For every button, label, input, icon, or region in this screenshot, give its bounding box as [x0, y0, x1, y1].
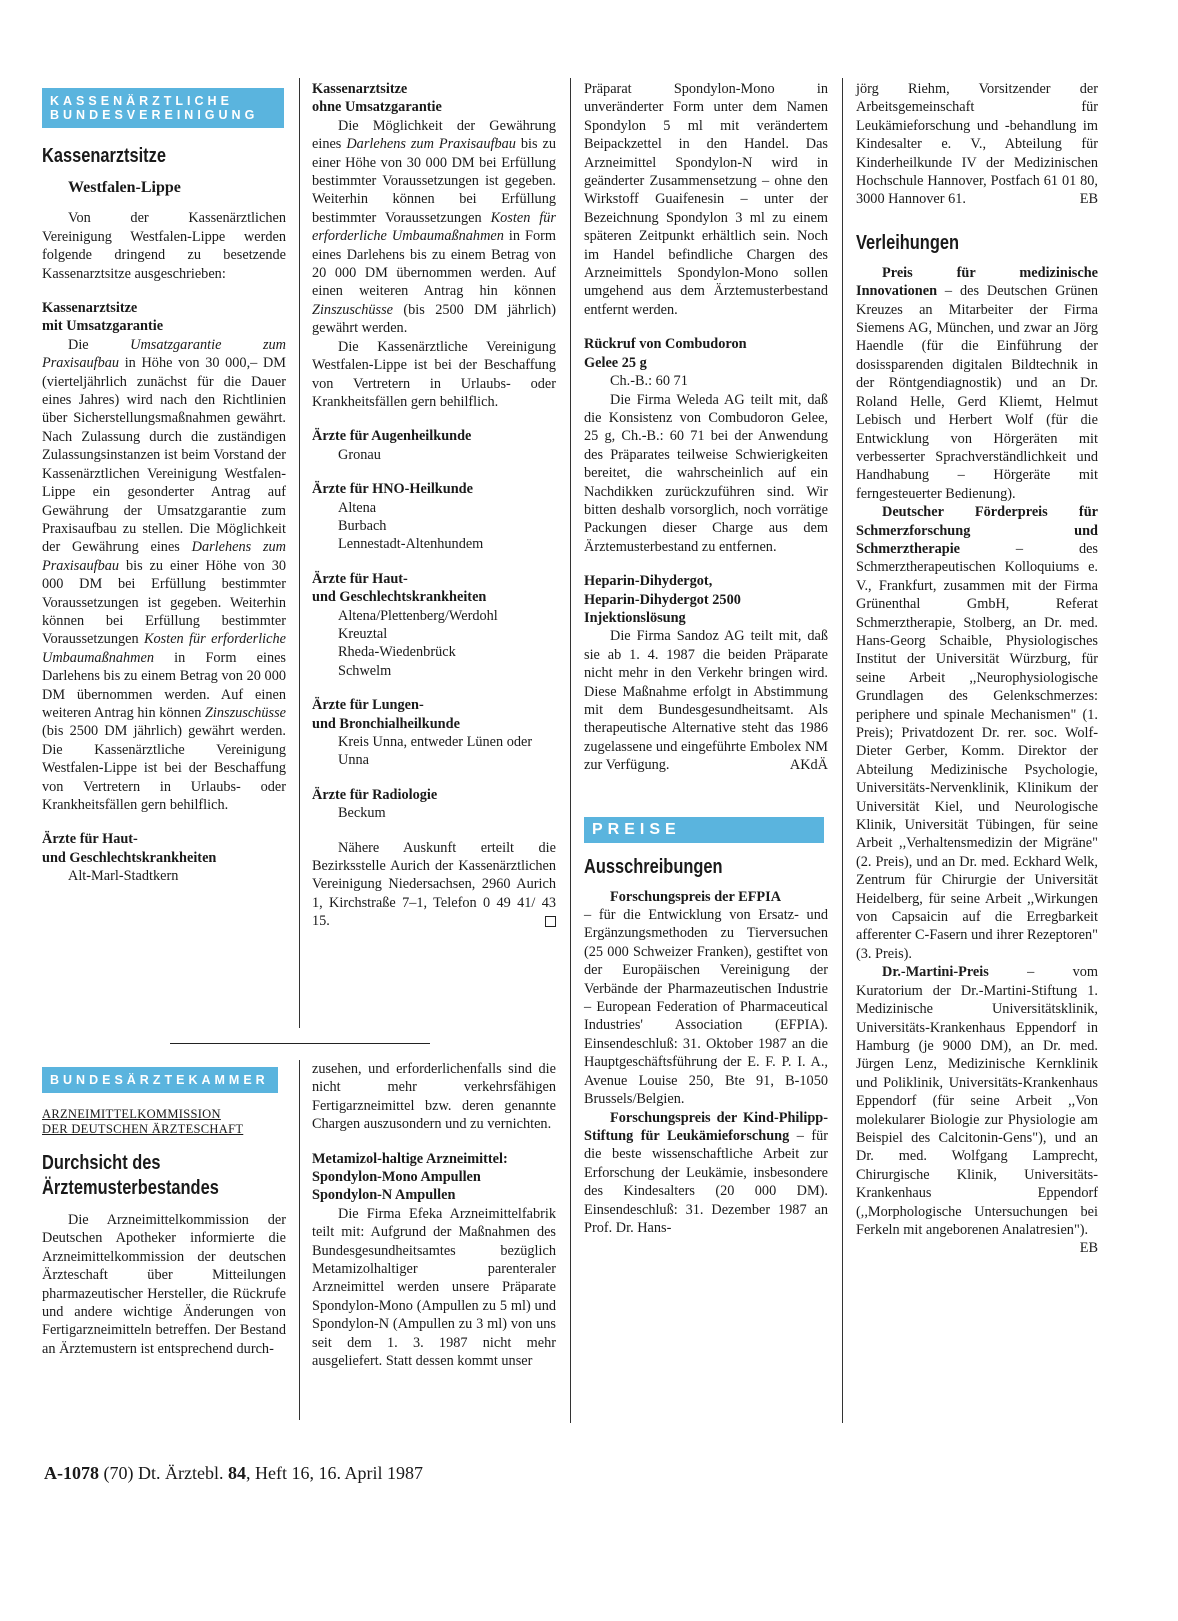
article-title: Kassenarztsitze: [42, 145, 166, 167]
efpia-paragraph: – für die Entwicklung von Ersatz- und Ergänzungsmethoden zu Tierversuchen (25 000 Schweizer Franken), gestiftet von der Europäischen Vereinigung der Verbände der Pharmazeutischen Industrie – European Federation of Pharmaceutical Industries' Association (EFPIA). Einsendeschluß: 31. Oktober 1987 an die Hauptgeschäftsführung der E. F. P. I. A., Avenue Louise 250, Bte 91, B-1050 Brussels/Belgien.: [584, 907, 828, 1108]
location: Burbach: [338, 517, 387, 534]
combudoron-paragraph: Die Firma Weleda AG teilt mit, daß die Konsistenz von Combudoron Gelee, 25 g, Ch.-B.: 60 71 bei der Anwendung des Präparates teilweise Schwierigkeiten bereitet, die wahrscheinlich auf ein Nachdikken zurückzuführen sind. Wir bitten deshalb vorsorglich, noch vorrätige Packungen dieser Charge aus dem Ärztemusterbestand zu entfernen.: [584, 391, 828, 555]
section-heading: Spondylon-Mono Ampullen: [312, 1169, 481, 1186]
column-1-upper: [42, 88, 286, 886]
banner-line: BUNDESVEREINIGUNG: [50, 108, 259, 122]
section-heading: Heparin-Dihydergot 2500: [584, 591, 741, 608]
riehm-paragraph: jörg Riehm, Vorsitzender der Arbeitsgemeinschaft für Leukämieforschung und -behandlung im Kindesalter e. V., Abteilung für Kinderheilkunde IV der Medizinischen Hochschule Hannover, Postfach 61 01 80, 3000 Hannover 61. EB: [856, 81, 1098, 208]
intro-paragraph: Von der Kassenärztlichen Vereinigung Westfalen-Lippe werden folgende dringend zu besetzende Kassenarztsitze ausgeschrieben:: [42, 210, 286, 282]
article-title: Ausschreibungen: [584, 855, 723, 878]
article-title: Durchsicht des: [42, 1152, 161, 1174]
section-heading: Injektionslösung: [584, 609, 686, 626]
location: Kreis Unna, entweder Lünen oder Unna: [338, 734, 533, 769]
location: Gronau: [338, 446, 381, 463]
section-heading: Spondylon-N Ampullen: [312, 1187, 456, 1204]
article-title: Ärztemusterbestandes: [42, 1177, 219, 1199]
section-heading: Ärzte für Radiologie: [312, 786, 438, 803]
location: Rheda-Wiedenbrück: [338, 644, 456, 661]
section-heading: Gelee 25 g: [584, 354, 647, 371]
section-heading: Rückruf von Combudoron: [584, 336, 747, 353]
martini-paragraph: Dr.-Martini-Preis – vom Kuratorium der Dr.-Martini-Stiftung 1. Medizinische Universitätsklinik, Universitäts-Krankenhaus Eppendorf in Hamburg (je 9000 DM), an Dr. med. Jürgen Lenz, Medizinische Kernklinik und Poliklinik, Universitäts-Krankenhaus Eppendorf (für seine Arbeit ,,Von molekularer Biologie zur Physiologie am Beispiel des Calcitonin-Gens"), und an Dr. med. Wolfgang Lamprecht, Chirurgische Klinik, Universitäts-Krankenhaus Eppendorf (,,Morphologische Untersuchungen bei Ferkeln mit angeborenen Analatresien"). EB: [856, 964, 1098, 1257]
kbv-banner: [42, 88, 284, 128]
section-heading: Kassenarztsitze: [312, 81, 408, 97]
continued-paragraph: zusehen, und erforderlichenfalls sind die nicht mehr verkehrsfähigen Fertigarzneimittel bzw. deren genannte Chargen auszusondern und zu vernichten.: [312, 1061, 556, 1133]
section-heading: Heparin-Dihydergot,: [584, 573, 713, 590]
baek-banner: BUNDESÄRZTEKAMMER: [42, 1067, 278, 1093]
column-1-lower: [42, 1067, 286, 1358]
section-heading: Ärzte für Haut-: [312, 570, 408, 587]
section-heading: mit Umsatzgarantie: [42, 318, 164, 335]
section-heading: Kassenarztsitze: [42, 300, 138, 317]
location: Lennestadt-Altenhundem: [338, 536, 484, 553]
signature: EB: [1079, 191, 1098, 208]
column-divider: [299, 78, 300, 1028]
signature: AKdÄ: [789, 757, 828, 774]
metamizol-paragraph: Die Firma Efeka Arzneimittelfabrik teilt mit: Aufgrund der Maßnahmen des Bundesgesundheitsamtes bezüglich Metamizolhaltiger parenteraler Arzneimittel werden unsere Präparate Spondylon-Mono (Ampullen zu 5 ml) und Spondylon-N (Ampullen zu 3 ml) von uns seit dem 1. 3. 1987 nicht mehr ausgeliefert. Statt dessen kommt unser: [312, 1205, 556, 1370]
ohne-umsatzgarantie-paragraph: Die Möglichkeit der Gewährung eines Darlehens zum Praxisaufbau bis zu einer Höhe von 30 000 DM bei Erfüllung bestimmter Voraussetzungen ist gegeben. Weiterhin können bei Erfüllung bestimmter Voraussetzungen Kosten für erforderliche Umbaumaßnahmen in Form eines Darlehens bis zu einem Betrag von 20 000 DM übernommen werden. Auf einen weiteren Antrag hin können Zinszuschüsse (bis 2500 DM jährlich) gewährt werden.: [312, 117, 557, 337]
column-4: [856, 80, 1098, 1258]
location: Kreuztal: [338, 625, 388, 642]
section-heading: Ärzte für Haut-: [42, 831, 138, 848]
kind-philipp-paragraph: Forschungspreis der Kind-Philipp-Stiftung für Leukämieforschung – für die beste wissenschaftliche Arbeit zur Erforschung der Leukämie, insbesondere des Kindesalters (20 000 DM). Einsendeschluß: 31. Dezember 1987 an Prof. Dr. Hans-: [584, 1109, 828, 1236]
section-heading: Metamizol-haltige Arzneimittel:: [312, 1150, 508, 1167]
column-3: [584, 80, 828, 1237]
section-heading: und Bronchialheilkunde: [312, 715, 460, 732]
auskunft-paragraph: Nähere Auskunft erteilt die Bezirksstelle Aurich der Kassenärztlichen Vereinigung Niedersachsen, 2960 Aurich 1, Kirchstraße 7–1, Telefon 0 49 41/ 43 15.: [312, 839, 556, 930]
durchsicht-paragraph: Die Arzneimittelkommission der Deutschen Apotheker informierte die Arzneimittelkommission der deutschen Ärzteschaft über Mitteilungen pharmazeutischer Hersteller, die Rückrufe und andere wichtige Änderungen von Fertigarzneimitteln betreffen. Der Bestand an Ärztemustern ist entsprechend durch-: [42, 1212, 286, 1357]
location: Beckum: [338, 805, 386, 822]
section-heading: ohne Umsatzgarantie: [312, 99, 442, 116]
location: Alt-Marl-Stadtkern: [68, 868, 179, 885]
schmerz-paragraph: Deutscher Förderpreis für Schmerzforschung und Schmerztherapie – des Schmerztherapeutischen Kolloquiums e. V., Frankfurt, zusammen mit der Firma Grünenthal GmbH, Referat Schmerztherapie, Stolberg, an Dr. med. Hans-Georg Schaible, Physiologisches Institut der Universität Würzburg, für seine Arbeit ,,Neurophysiologische Grundlagen des Gelenkschmerzes: periphere und spinale Mechanismen" (1. Preis); Privatdozent Dr. rer. soc. Wolf-Dieter Gerber, Komm. Direktor der Abteilung Medizinische Psychologie, Universitäts-Nervenklinik, Klinikum der Universität Kiel, und Neurologische Klinik, Universität Tübingen, für seine Arbeit ,,Verhaltensmedizin der Migräne" (2. Preis), und an Dr. med. Eckhard Welk, Zentrum für Chirurgie der Universität Heidelberg, für seine Arbeit ,,Wirkungen von Capsaicin auf die Erregbarkeit afferenter C-Fasern und ihrer Rezeptoren" (3. Preis).: [856, 504, 1098, 962]
article-subtitle: Westfalen-Lippe: [68, 179, 181, 196]
page-number: A-1078: [44, 1463, 99, 1483]
charge-number: Ch.-B.: 60 71: [610, 373, 688, 390]
section-heading: und Geschlechtskrankheiten: [42, 849, 217, 866]
heparin-paragraph: Die Firma Sandoz AG teilt mit, daß sie ab 1. 4. 1987 die beiden Präparate nicht mehr in den Verkehr bringen wird. Diese Maßnahme erfolgt in Abstimmung mit dem Bundesgesundheitsamt. Als therapeutische Alternative steht das 1986 zugelassene und eingeführte Embolex NM zur Verfügung. AKdÄ: [584, 628, 828, 774]
spondylon-paragraph: Präparat Spondylon-Mono in unveränderter Form unter dem Namen Spondylon 5 ml mit verändertem Beipackzettel in den Handel. Das Arzneimittel Spondylon-N wird in geänderter Zusammensetzung – ohne den Wirkstoff Guaifenesin – unter der Bezeichnung Spondylon 3 ml zu einem späteren Zeitpunkt erhältlich sein. Noch im Handel befindliche Chargen des Arzneimittels Spondylon-Mono sollen umgehend aus dem Ärztemusterbestand entfernt werden.: [584, 81, 828, 318]
page-footer: A-1078 (70) Dt. Ärztebl. 84, Heft 16, 16. April 1987: [44, 1463, 423, 1483]
section-heading: Ärzte für HNO-Heilkunde: [312, 481, 473, 498]
section-heading: Ärzte für Lungen-: [312, 697, 424, 714]
column-divider: [842, 78, 843, 1423]
section-heading: Ärzte für Augenheilkunde: [312, 428, 472, 445]
banner-line: KASSENÄRZTLICHE: [50, 94, 233, 108]
signature: EB: [1079, 1240, 1098, 1257]
section-heading: und Geschlechtskrankheiten: [312, 589, 487, 606]
vertreter-paragraph: Die Kassenärztliche Vereinigung Westfalen-Lippe ist bei der Beschaffung von Vertretern in Urlaubs- oder Krankheitsfällen gern behilflich.: [312, 338, 556, 410]
preise-banner: PREISE: [584, 817, 824, 843]
location: Altena/Plettenberg/Werdohl: [338, 607, 498, 624]
prize-heading: Forschungspreis der EFPIA: [610, 888, 782, 905]
innovation-paragraph: Preis für medizinische Innovationen – des Deutschen Grünen Kreuzes an Mitarbeiter der Firma Siemens AG, München, und zwar an Jörg Haendle (für die Einführung der dosissparenden digitalen Bildtechnik in der Röntgendiagnostik) und an Dr. Roland Helle, Gerd Kliemt, Helmut Lebisch und Herbert Wolf (für die Entwicklung von Hörgeräten mit verbesserter Sprachverständlichkeit und Handhabung – Hörgeräte mit ferngesteuerter Bedienung).: [856, 264, 1098, 502]
column-2-upper: [312, 80, 556, 931]
volume: 84: [227, 1463, 246, 1483]
column-divider: [299, 1060, 300, 1420]
column-2-lower: [312, 1060, 556, 1371]
location: Schwelm: [338, 662, 392, 679]
location: Altena: [338, 499, 377, 516]
umsatzgarantie-paragraph: Die Umsatzgarantie zum Praxisaufbau in Höhe von 30 000,– DM (vierteljährlich zunächst für die Dauer eines Jahres) wird nach den Richtlinien über Sicherstellungsmaßnahmen gewährt. Nach Zulassung durch die zuständigen Zulassungsinstanzen ist beim Vorstand der Kassenärztlichen Vereinigung Westfalen-Lippe ein gesonderter Antrag auf Gewährung der Umsatzgarantie zum Praxisaufbau zu stellen. Die Möglichkeit der Gewährung eines Darlehens zum Praxisaufbau bis zu einer Höhe von 30 000 DM bei Erfüllung bestimmter Voraussetzungen ist gegeben. Weiterhin können bei Erfüllung bestimmter Voraussetzungen Kosten für erforderliche Umbaumaßnahmen in Form eines Darlehens bis zu einem Betrag von 20 000 DM übernommen werden. Auf einen weiteren Antrag hin können Zinszuschüsse (bis 2500 DM jährlich) gewährt werden. Die Kassenärztliche Vereinigung Westfalen-Lippe ist bei der Beschaffung von Vertretern in Urlaubs- oder Krankheitsfällen gern behilflich.: [42, 336, 286, 813]
section-rule: [170, 1043, 430, 1044]
article-title: Verleihungen: [856, 231, 959, 254]
section-kicker: DER DEUTSCHEN ÄRZTESCHAFT: [42, 1122, 244, 1136]
column-divider: [570, 78, 571, 1423]
end-mark-icon: [545, 916, 556, 927]
section-kicker: ARZNEIMITTELKOMMISSION: [42, 1107, 221, 1121]
